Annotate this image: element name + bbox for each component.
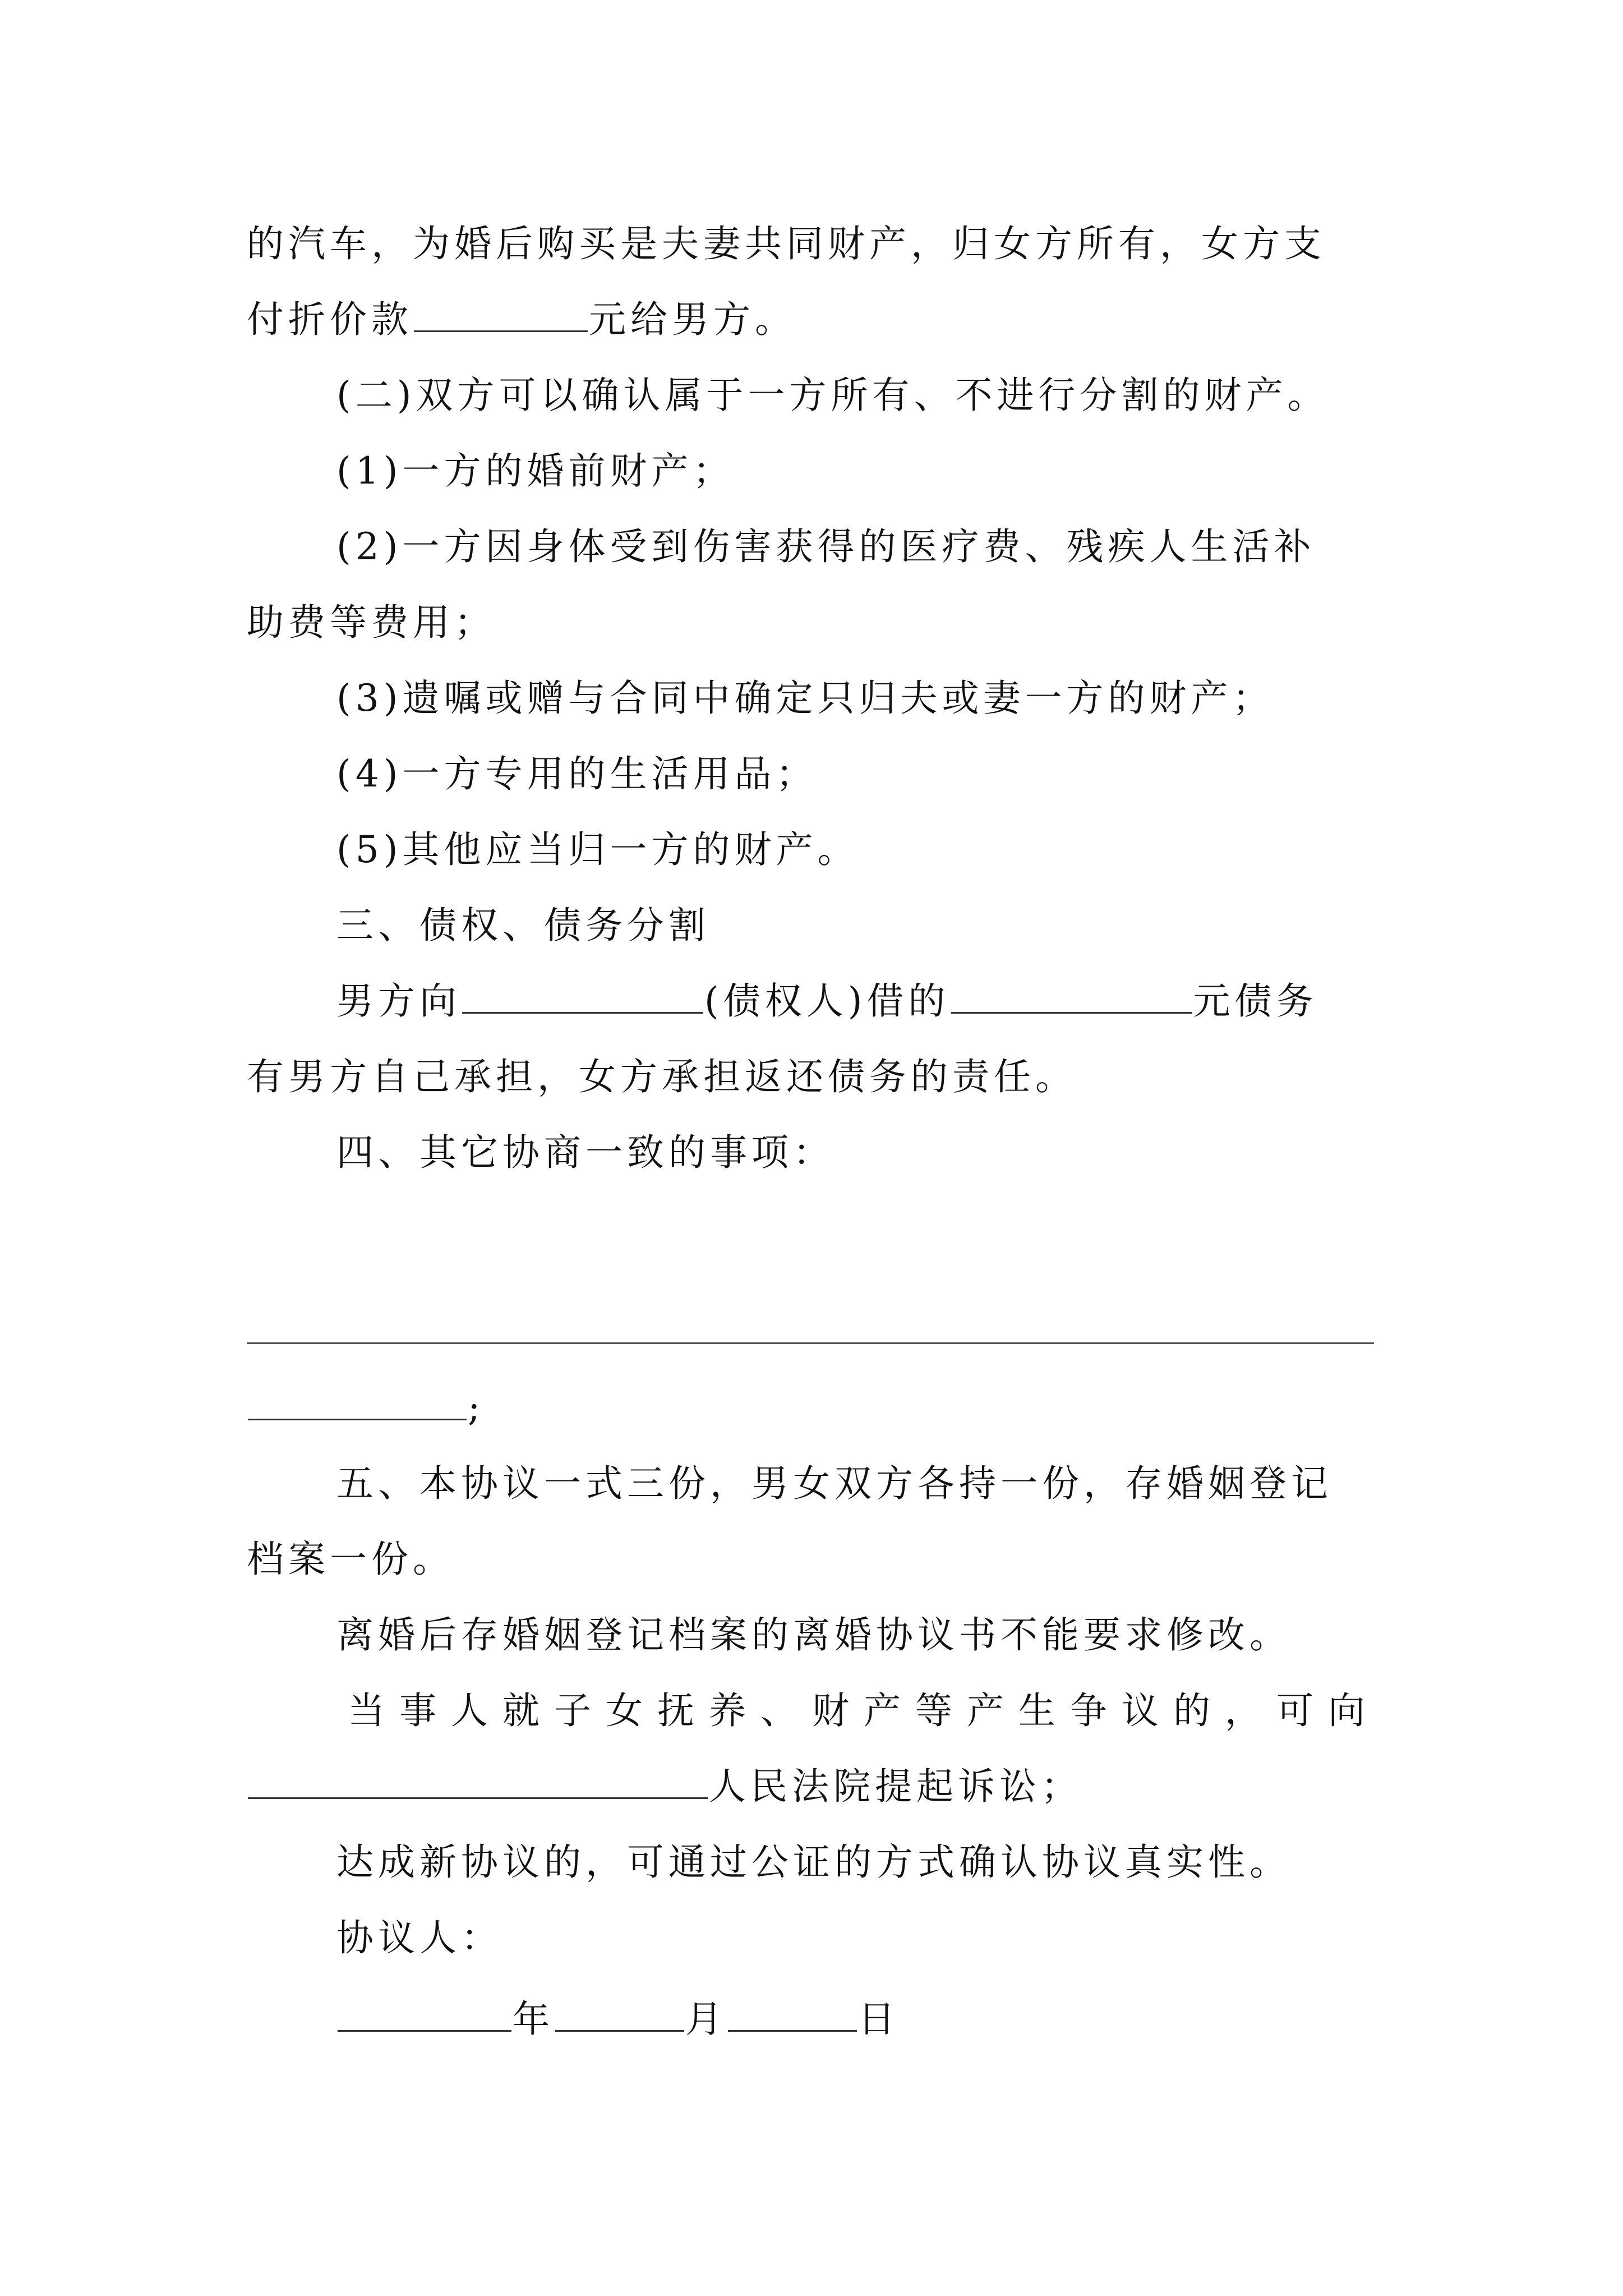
text: 男方向 xyxy=(336,979,461,1023)
text: (3)遗嘱或赠与合同中确定只归夫或妻一方的财产； xyxy=(336,677,1274,720)
paragraph-line xyxy=(247,1043,1402,1111)
year-label: 年 xyxy=(513,1998,554,2041)
text: 当事人就子女抚养、财产等产生争议的，可向 xyxy=(348,1689,1380,1732)
text: 的汽车，为婚后购买是夫妻共同财产，归女方所有，女方支 xyxy=(247,222,1326,265)
fill-in-blank[interactable] xyxy=(248,1766,708,1799)
section-heading xyxy=(336,892,1492,959)
section-heading xyxy=(336,1450,1492,1517)
text: 档案一份。 xyxy=(247,1538,454,1581)
paragraph-line xyxy=(247,1526,1402,1593)
fill-in-blank[interactable] xyxy=(414,299,588,332)
paragraph-line xyxy=(336,1829,1492,1896)
year-blank[interactable] xyxy=(338,1999,511,2032)
text: 三、债权、债务分割 xyxy=(336,904,710,947)
paragraph-line xyxy=(348,1677,1503,1745)
text: 达成新协议的，可通过公证的方式确认协议真实性。 xyxy=(336,1841,1291,1884)
paragraph-line xyxy=(247,589,1402,656)
text: (4)一方专用的生活用品； xyxy=(336,752,818,795)
text: (1)一方的婚前财产； xyxy=(336,449,735,493)
list-item xyxy=(336,438,1492,505)
text: 助费等费用； xyxy=(247,601,496,644)
text: 五、本协议一式三份，男女双方各持一份，存婚姻登记 xyxy=(336,1462,1332,1505)
paragraph-line xyxy=(247,1753,1402,1820)
fill-in-blank[interactable] xyxy=(951,981,1192,1014)
section-heading xyxy=(336,1119,1492,1186)
section-heading xyxy=(336,362,1492,429)
paragraph-line xyxy=(247,1374,1402,1442)
list-item xyxy=(336,513,1492,581)
text: (5)其他应当归一方的财产。 xyxy=(336,828,859,871)
text: 人民法院提起诉讼； xyxy=(709,1765,1082,1808)
text: ; xyxy=(468,1386,485,1429)
text: 元债务 xyxy=(1193,979,1318,1023)
list-item xyxy=(336,816,1492,884)
text: (2)一方因身体受到伤害获得的医疗费、残疾人生活补 xyxy=(336,525,1316,568)
date-line xyxy=(336,1986,1492,2053)
fill-in-blank[interactable] xyxy=(248,1387,467,1420)
text: (债权人)借的 xyxy=(704,979,950,1023)
paragraph-line xyxy=(247,286,1402,353)
month-label: 月 xyxy=(685,1998,727,2041)
text: 协议人： xyxy=(336,1916,502,1959)
text: (二)双方可以确认属于一方所有、不进行分割的财产。 xyxy=(336,374,1329,417)
text: 付折价款 xyxy=(247,298,413,341)
day-label: 日 xyxy=(858,1998,900,2041)
paragraph-line xyxy=(336,1602,1492,1669)
list-item xyxy=(336,665,1492,732)
paragraph-line xyxy=(247,210,1402,278)
list-item xyxy=(336,740,1492,808)
fill-in-line[interactable] xyxy=(247,1342,1374,1344)
day-blank[interactable] xyxy=(728,1999,857,2032)
fill-in-blank[interactable] xyxy=(462,981,703,1014)
text: 有男方自己承担，女方承担返还债务的责任。 xyxy=(247,1055,1077,1098)
text: 四、其它协商一致的事项： xyxy=(336,1131,834,1174)
signature-label xyxy=(336,1904,1492,1972)
text: 离婚后存婚姻登记档案的离婚协议书不能要求修改。 xyxy=(336,1613,1291,1657)
month-blank[interactable] xyxy=(555,1999,684,2032)
paragraph-line xyxy=(336,968,1492,1035)
text: 元给男方。 xyxy=(589,298,796,341)
